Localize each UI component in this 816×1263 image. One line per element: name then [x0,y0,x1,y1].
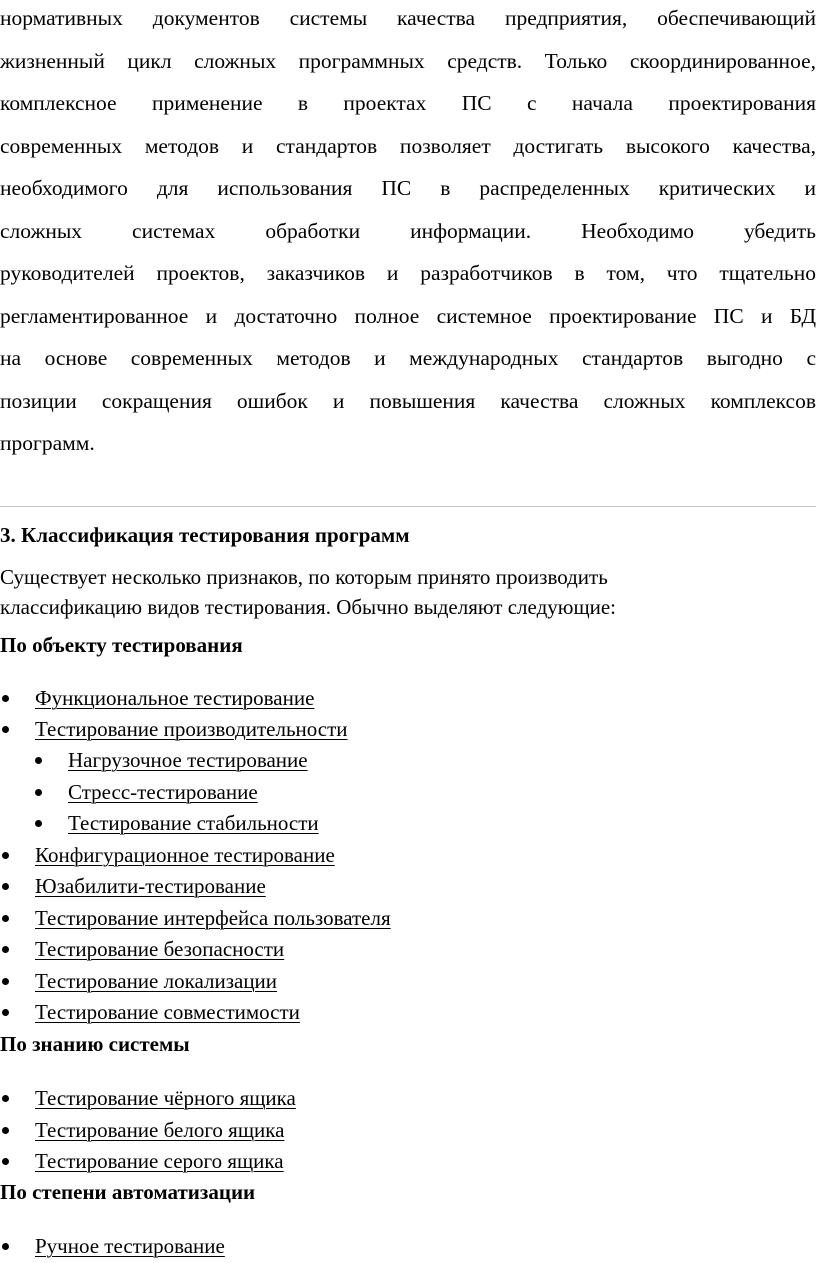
list-link[interactable]: Ручное тестирование [35,1234,225,1258]
list-link[interactable]: Стресс-тестирование [68,780,258,804]
intro-line: позиции сокращения ошибок и повышения качества сложных комплексов [0,389,816,413]
list-link[interactable]: Нагрузочное тестирование [68,748,308,772]
list-item [2,997,782,1028]
subheading-by-automation: По степени автоматизации [0,1180,256,1204]
bullet-icon [2,726,9,733]
list-link[interactable]: Тестирование белого ящика [35,1118,285,1142]
list-link[interactable]: Тестирование совместимости [35,1000,300,1024]
list-item-nested [35,808,782,839]
section-divider [0,506,816,507]
bullet-icon [35,757,42,764]
intro-line: современных методов и стандартов позволяет достигать высокого качества, [0,134,816,158]
list-link[interactable]: Тестирование стабильности [68,811,319,835]
list-link[interactable]: Тестирование серого ящика [35,1149,284,1173]
list-item [2,1083,782,1114]
list-item [2,840,782,871]
list-item-nested [35,777,782,808]
subheading-by-knowledge: По знанию системы [0,1032,190,1056]
intro-line: комплексное применение в проектах ПС с начала проектирования [0,91,816,115]
bullet-icon [2,1095,9,1102]
list-link[interactable]: Тестирование локализации [35,969,278,993]
list-item [2,714,782,745]
list-link[interactable]: Тестирование производительности [35,717,348,741]
list-link[interactable]: Тестирование интерфейса пользователя [35,906,391,930]
bullet-icon [2,1158,9,1165]
list-item [2,966,782,997]
list-link[interactable]: Юзабилити-тестирование [35,874,266,898]
bullet-icon [35,820,42,827]
intro-line: программ. [0,431,95,455]
intro-line: необходимого для использования ПС в распределенных критических и [0,176,816,200]
list-link[interactable]: Тестирование чёрного ящика [35,1086,296,1110]
intro-line: жизненный цикл сложных программных средств. Только скоординированное, [0,49,816,73]
list-link[interactable]: Функциональное тестирование [35,686,315,710]
list-item [2,1146,782,1177]
subheading-by-object: По объекту тестирования [0,633,243,657]
list-item-nested [35,745,782,776]
section-paragraph-line: классификацию видов тестирования. Обычно выделяют следующие: [0,595,617,619]
intro-line: регламентированное и достаточно полное системное проектирование ПС и БД [0,304,816,328]
intro-line: руководителей проектов, заказчиков и разработчиков в том, что тщательно [0,261,816,285]
bullet-icon [2,978,9,985]
intro-line: сложных системах обработки информации. Необходимо убедить [0,219,816,243]
bullet-icon [2,852,9,859]
bullet-icon [35,789,42,796]
list-item [2,934,782,965]
bullet-icon [2,883,9,890]
intro-line: нормативных документов системы качества предприятия, обеспечивающий [0,6,816,30]
list-link[interactable]: Тестирование безопасности [35,937,285,961]
list-link[interactable]: Конфигурационное тестирование [35,843,335,867]
bullet-icon [2,946,9,953]
list-item [2,1115,782,1146]
bullet-icon [2,1243,9,1250]
list-item [2,1231,782,1262]
list-item [2,871,782,902]
list-item [2,903,782,934]
intro-line: на основе современных методов и международных стандартов выгодно с [0,346,816,370]
list-item [2,683,782,714]
bullet-icon [2,915,9,922]
bullet-icon [2,1127,9,1134]
section-paragraph-line: Существует несколько признаков, по которым принято производить [0,565,608,589]
bullet-icon [2,695,9,702]
section-heading: 3. Классификация тестирования программ [0,523,410,547]
bullet-icon [2,1009,9,1016]
